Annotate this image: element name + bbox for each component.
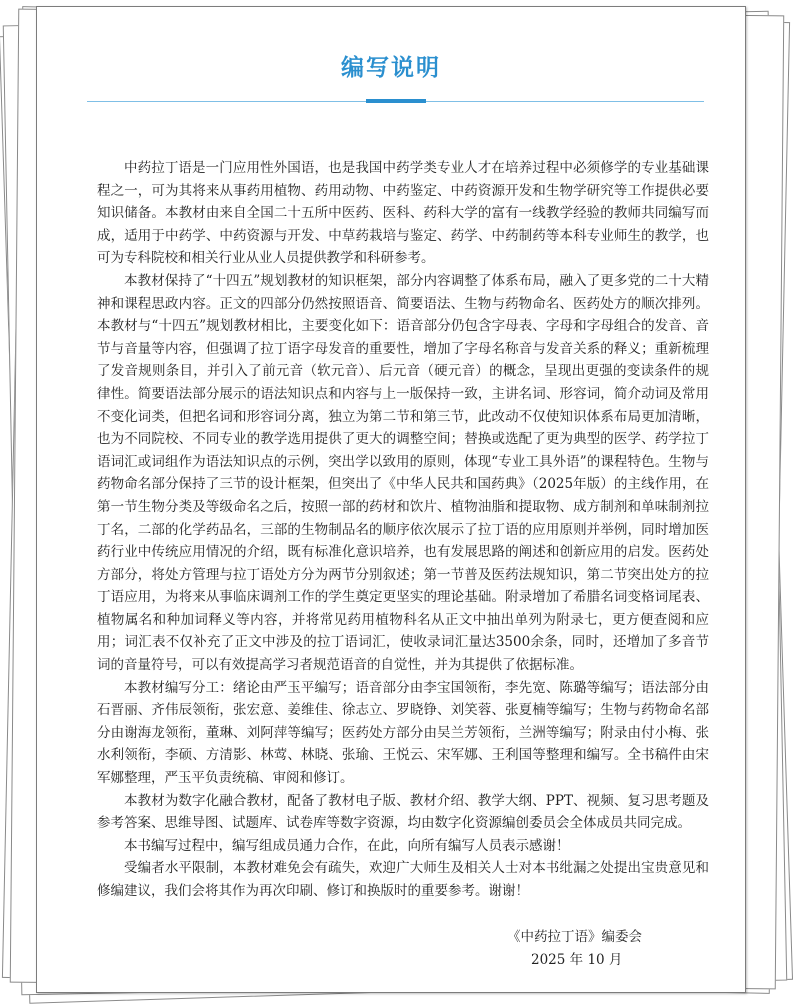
signature-block — [507, 926, 642, 971]
body-text — [97, 157, 709, 903]
document-page — [36, 6, 746, 993]
signature-committee: 《中药拉丁语》编委会 — [507, 929, 642, 945]
page-title: 编写说明 — [341, 55, 441, 81]
title-divider-accent — [366, 99, 426, 103]
paragraph-thanks: 本书编写过程中，编写组成员通力合作，在此，向所有编写人员表示感谢！ — [124, 837, 570, 854]
signature-date: 2025 年 10 月 — [531, 951, 623, 968]
paragraph-authors: 本教材编写分工：绪论由严玉平编写；语音部分由李宝国领衔，李先宽、陈璐等编写；语法部分由石晋丽、齐伟辰领衔，张宏意、姜维佳、徐志立、罗晓铮、刘笑蓉、张夏楠等编写；生物与药物命名部分由谢海龙领衔，董琳、刘阿萍等编写；医药处方部分由吴兰芳领衔，兰洲等编写；附录由付小梅、张水利领衔，李硕、方清影、林莺、林晓、张瑜、王悦云、宋军娜、王利国等整理和编写。全书稿件由宋军娜整理，严玉平负责统稿、审阅和修订。 — [97, 679, 709, 787]
paragraph-digital-resources: 本教材为数字化融合教材，配备了教材电子版、教材介绍、教学大纲、PPT、视频、复习思考题及参考答案、思维导图、试题库、试卷库等数字资源，均由数字化资源编创委员会全体成员共同完成。 — [97, 792, 709, 832]
paragraph-feedback: 受编者水平限制，本教材难免会有疏失，欢迎广大师生及相关人士对本书纰漏之处提出宝贵意见和修编建议，我们会将其作为再次印刷、修订和换版时的重要参考。谢谢！ — [97, 860, 709, 899]
paragraph-intro: 中药拉丁语是一门应用性外国语，也是我国中药学类专业人才在培养过程中必须修学的专业基础课程之一，可为其将来从事药用植物、药用动物、中药鉴定、中药资源开发和生物学研究等工作提供必要知识储备。本教材由来自全国二十五所中医药、医科、药科大学的富有一线教学经验的教师共同编写而成，适用于中药学、中药资源与开发、中草药栽培与鉴定、药学、中药制药等本科专业师生的教学，也可为专科院校和相关行业从业人员提供教学和科研参考。 — [97, 160, 709, 267]
paragraph-changes: 本教材保持了“十四五”规划教材的知识框架，部分内容调整了体系布局，融入了更多党的二十大精神和课程思政内容。正文的四部分仍然按照语音、简要语法、生物与药物命名、医药处方的顺次排列。本教材与“十四五”规划教材相比，主要变化如下：语音部分仍包含字母表、字母和字母组合的发音、音节与音量等内容，但强调了拉丁语字母发音的重要性，增加了字母名称音与发音关系的释义；重新梳理了发音规则条目，并引入了前元音（软元音）、后元音（硬元音）的概念，呈现出更强的变读条件的规律性。简要语法部分展示的语法知识点和内容与上一版保持一致，主讲名词、形容词，简介动词及常用不变化词类，但把名词和形容词分离，独立为第二节和第三节，此改动不仅使知识体系布局更加清晰，也为不同院校、不同专业的教学选用提供了更大的调整空间；替换或选配了更为典型的医学、药学拉丁语词汇或词组作为语法知识点的示例，突出学以致用的原则，体现“专业工具外语”的课程特色。生物与药物命名部分保持了三节的设计框架，但突出了《中华人民共和国药典》（2025年版）的主线作用，在第一节生物分类及等级命名之后，按照一部的药材和饮片、植物油脂和提取物、成方制剂和单味制剂拉丁名，二部的化学药品名，三部的生物制品名的顺序依次展示了拉丁语的应用原则并举例，同时增加医药行业中传统应用情况的介绍，既有标准化意识培养，也有发展思路的阐述和创新应用的启发。医药处方部分，将处方管理与拉丁语处方分为两节分别叙述；第一节普及医药法规知识，第二节突出处方的拉丁语应用，为将来从事临床调剂工作的学生奠定更坚实的理论基础。附录增加了希腊名词变格词尾表、植物属名和种加词释义等内容，并将常见药用植物科名从正文中抽出单列为附录七，更方便查阅和应用；词汇表不仅补充了正文中涉及的拉丁语词汇，使收录词汇量达3500余条，同时，还增加了多音节词的音量符号，可以有效提高学习者规范语音的自觉性，并为其提供了依据标准。 — [97, 272, 709, 674]
